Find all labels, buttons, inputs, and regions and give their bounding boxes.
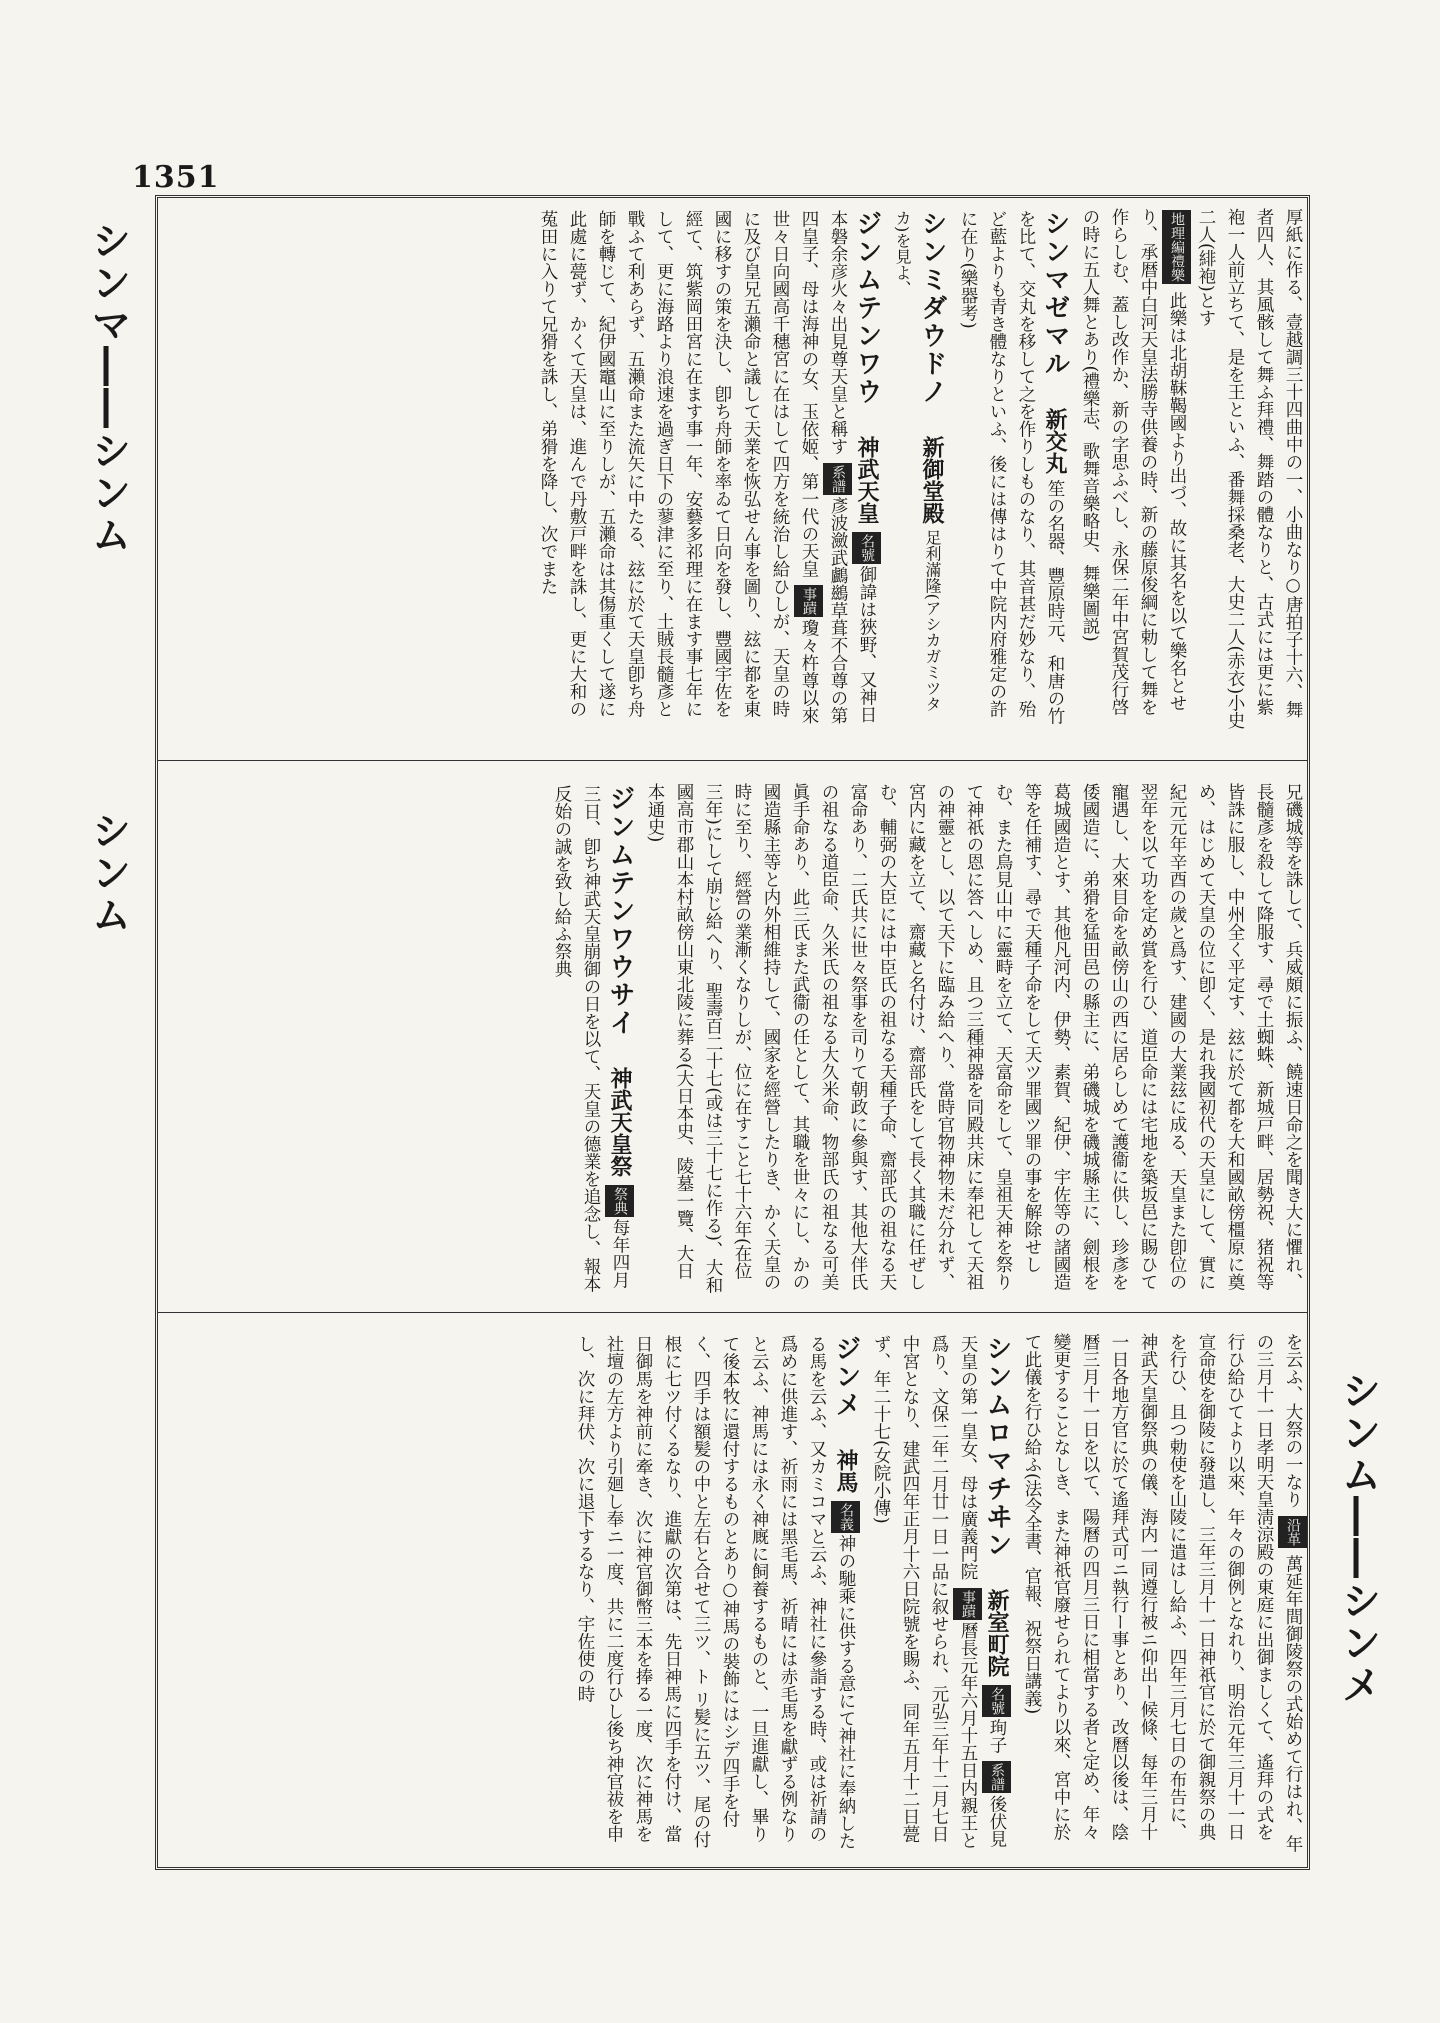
entry-shinmazemaru bbox=[953, 210, 1069, 732]
entry-jinme bbox=[570, 1335, 860, 1857]
section-tag: 事蹟 bbox=[794, 585, 823, 617]
section-tag: 名義 bbox=[831, 1501, 860, 1533]
section-tag: 事蹟 bbox=[953, 1588, 982, 1620]
section-tag: 祭典 bbox=[605, 1185, 634, 1217]
entry-text: 珣子 bbox=[987, 1718, 1007, 1754]
entry-text: 曆長元年六月十五日内親王と爲り、文保二年二月廿一日一品に叙せられ、元弘三年十二月七日中宮となり、建武四年正月十六日院號を賜ふ、同年五月十二日甍ず、年二十七(女院小傳) bbox=[871, 1335, 978, 1850]
entry-kanji: 新御堂殿 bbox=[919, 436, 945, 524]
entry-kanji: 神武天皇祭 bbox=[607, 1067, 633, 1177]
entry-kanji: 神馬 bbox=[833, 1449, 859, 1493]
entry-kana: シンマゼマル bbox=[1040, 210, 1070, 378]
section-tag: 系譜 bbox=[823, 463, 852, 495]
entry-text: 後伏見天皇の第一皇女、母は廣義門院 bbox=[958, 1335, 1007, 1848]
upper-text-block bbox=[527, 200, 1307, 740]
running-head-bottom: シンム――シンメ bbox=[1335, 1370, 1381, 1706]
band-upper bbox=[158, 200, 1307, 740]
entry-kanji: 神武天皇 bbox=[854, 436, 880, 524]
section-tag: 名號 bbox=[852, 532, 881, 564]
section-tag: 沿革 bbox=[1278, 1516, 1307, 1548]
entry-shinmidaudono bbox=[887, 210, 947, 732]
entry-kana: ジンムテンワウサイ bbox=[605, 785, 635, 1037]
band-separator-2 bbox=[158, 1312, 1307, 1313]
band-lower bbox=[158, 1325, 1307, 1865]
body-text: 兄磯城等を誅して、兵威頗に振ふ、饒速日命之を聞き大に懼れ、長髓彥を殺して降服す、尋で土蜘蛛、新城戸畔、居勢祝、猪祝等皆誅に服し、中州全く平定す、玆に於て都を大和國畝傍橿原に奠め、はじめて天皇の位に卽く、是れ我國初代の天皇にして、實に紀元元年辛酉の歲と爲す、建國の大業玆に成る、天皇また卽位の翌年を以て功を定め賞を行ひ、道臣命には宅地を築坂邑に賜ひて寵遇し、大來目命を畝傍山の西に居らしめて護衞に供し、珍彥を倭國造に、弟猾を猛田邑の縣主に、弟磯城を磯城縣主に、劍根を葛城國造とす、其他凡河内、伊勢、素賀、紀伊、宇佐等の諸國造等を任補す、尋で天種子命をして天ツ罪國ツ罪の事を解除せしむ、また鳥見山中に靈畤を立て、天富命をして、皇祖天神を祭りて神祇の恩に答へしめ、且つ三種神器を同殿共床に奉祀して天祖の神靈とし、以て天下に臨み給へり、當時官物神物未だ分れず、宮内に藏を立て、齋藏と名付け、齋部氏をして長く其職に任ぜしむ、輔弼の大臣には中臣氏の祖なる天種子命、齋部氏の祖なる天富命あり、二氏共に世々祭事を司りて朝政に參與す、其他大伴氏の祖なる道臣命、久米氏の祖なる大久米命、物部氏の祖なる可美眞手命あり、此三氏また武衞の任として、其職を世々にし、かの國造縣主等と内外相維持して、國家を經營したりき、かく天皇の時に至り、經營の業漸くなりしが、位に在すこと七十六年(在位三年)にして崩じ給へり、聖壽百二十七(或は三十七に作る)、大和國高市郡山本村畝傍山東北陵に葬る(大日本史、陵墓一覽、大日本通史) bbox=[645, 783, 1303, 1294]
entry-jinmutenwausai bbox=[547, 785, 634, 1297]
lower-text-block bbox=[564, 1325, 1307, 1865]
body-text: を云ふ、大祭の一なり bbox=[1283, 1333, 1303, 1508]
body-text: 此樂は北胡靺鞨國より出づ、故に其名を以て樂名とせり、承暦中白河天皇法勝寺供養の時、新の藤原俊綱に勅して舞を作らしむ、蓋し改作か、新の字思ふべし、永保二年中宮賀茂行啓の時に五人舞とあり(禮樂志、歌舞音樂略史、舞樂圖説) bbox=[1080, 208, 1187, 716]
entry-text: 足利滿隆(アシカガミツタカ)を見よ、 bbox=[893, 210, 942, 712]
entry-text: 瓊々杵尊以來世々日向國高千穗宮に在はして四方を統治し給ひしが、天皇の時に及び皇兄五瀨命と議して天業を恢弘せん事を圖り、玆に都を東國に移すの策を決し、卽ち舟師を率ゐて日向を發し、豐國宇佐を經て、筑紫岡田宮に在ます事一年、安藝多祁理に在ます事七年にして、更に海路より浪速を過ぎ日下の蓼津に至り、土賊長髓彥と戰ふて利あらず、五瀨命また流矢に中たる、玆に於て天皇卽ち舟師を轉じて、紀伊國竈山に至りしが、五瀨命は其傷重くして遂に此處に甍ず、かくて天皇は、進んで丹敷戸畔を誅し、更に大和の菟田に入りて兄猾を誅し、弟猾を降し、次でまた bbox=[538, 210, 819, 725]
band-separator-1 bbox=[158, 760, 1307, 761]
body-text: 厚紙に作る、壹越調三十四曲中の一、小曲なり○唐拍子十六、舞者四人、其風骸して舞ふ拜禮、舞踏の體なりと、古式には更に紫袍一人前立ちて、是を王といふ、番舞採桑老、大史二人(赤衣)小史二人(緋袍)とす bbox=[1196, 208, 1303, 730]
section-tag: 系譜 bbox=[982, 1761, 1011, 1793]
entry-kana: ジンムテンワウ bbox=[852, 210, 882, 406]
entry-kanji: 新室町院 bbox=[984, 1589, 1010, 1677]
entry-text: 御諱は狹野、又神日本磐余彦火々出見尊天皇と稱す bbox=[828, 210, 877, 724]
entry-text: 每年四月三日、卽ち神武天皇崩御の日を以て、天皇の德業を追念し、報本反始の誠を致し給ふ祭典 bbox=[552, 785, 630, 1293]
band-middle bbox=[158, 775, 1307, 1305]
entry-text: 神の馳乘に供する意にて神社に奉納したる馬を云ふ、又カミコマと云ふ、神社に參詣する時、或は祈請の爲めに供進す、祈雨には黑毛馬、祈晴には赤毛馬を獻ずる例なりと云ふ、神馬には永く神廐に飼養するものと、一旦進獻し、畢りて後本牧に還付するものとあり○神馬の裝飾にはシデ四手を付く、四手は額髪の中と左右と合せて三ツ、ト リ髪に五ツ、尾の付根に七ツ付くるなり、進獻の次第は、先日神馬に四手を付け、當日御馬を神前に牽き、次に神官御幣三本を捧る一度、次に神馬を社壇の左方より引廻し奉ニ一度、共に二度行ひし後ち神官祓を申し、次に拜伏、次に退下するなり、宇佐使の時 bbox=[575, 1335, 856, 1850]
page-number: 1351 bbox=[132, 160, 220, 195]
entry-kana: シンムロマチヰン bbox=[982, 1335, 1012, 1559]
body-text: 萬延年間御陵祭の式始めて行はれ、年の三月十一日孝明天皇淸涼殿の東庭に出御ましくて、遙拜の式を行ひ給ひてより以來、年々の御例となれり、明治元年三月十一日宣命使を御陵に發遣し、三年三月十一日神祇官に於て御親祭の典を行ひ、且つ勅使を山陵に遣はし給ふ、四年三月七日の布告に、神武天皇御祭典の儀、海内一同遵行被ニ仰出ー候條、每年三月十一日各地方官に於て遙拜式可ニ執行ー事とあり、改曆以後は、陰暦三月十一日を以て、陽曆の四月三日に相當する者と定め、年々變更することなしき、また神祇官廢せられてより以來、宮中に於て此儀を行ひ給ふ(法令全書、官報、祝祭日講義) bbox=[1022, 1333, 1303, 1853]
middle-text-block bbox=[541, 775, 1307, 1305]
entry-kana: シンミダウドノ bbox=[917, 210, 947, 406]
entry-kanji: 新交丸 bbox=[1042, 408, 1068, 474]
section-tag: 地理編禮樂 bbox=[1162, 210, 1191, 284]
running-head-middle: シンム bbox=[85, 810, 131, 936]
entry-jinmutenwau bbox=[533, 210, 881, 732]
entry-text: 彥波瀲武鸕鷀草葺不合尊の第四皇子、母は海神の女、玉依姬、第一代の天皇 bbox=[799, 210, 848, 725]
running-head-top: シンマ――シンム bbox=[85, 220, 131, 556]
entry-kana: ジンメ bbox=[831, 1335, 861, 1419]
entry-shinmuromachiin bbox=[866, 1335, 1011, 1857]
section-tag: 名號 bbox=[982, 1685, 1011, 1717]
entry-text: 笙の名器、豐原時元、和唐の竹を比て、交丸を移して之を作りしものなり、其音甚だ妙なり、殆ど藍よりも青き體なりといふ、後には傳はりて中院内府雅定の許に在り(樂器考) bbox=[958, 210, 1065, 725]
